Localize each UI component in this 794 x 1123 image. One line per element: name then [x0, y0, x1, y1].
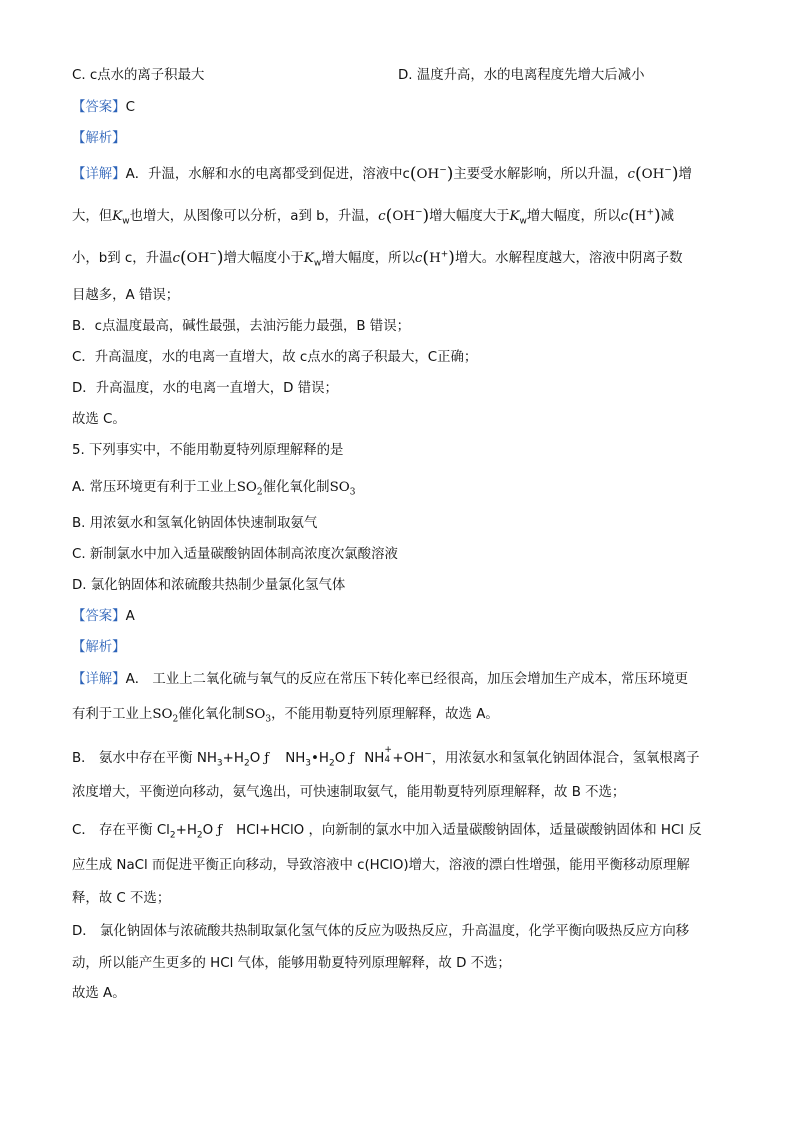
answer-value: C [125, 100, 135, 115]
q5-answer [72, 607, 135, 627]
q5-detail-d-line-1: D． 氯化钠固体与浓硫酸共热制取氯化氢气体的反应为吸热反应，升高温度，化学平衡向吸热反应方向移 [72, 924, 690, 939]
question4-option-d: D. 温度升高，水的电离程度先增大后减小 [398, 68, 645, 83]
q5-conclusion: 故选 A。 [72, 986, 126, 1001]
q5-option-d: D. 氯化钠固体和浓硫酸共热制少量氯化氢气体 [72, 578, 346, 593]
q5-option-a: A. 常压环境更有利于工业上$SO_2$催化氧化制$SO_3$ [72, 480, 356, 498]
q5-option-c: C. 新制氯水中加入适量碳酸钠固体制高浓度次氯酸溶液 [72, 547, 398, 562]
detail-tag: 【详解】 [72, 167, 126, 182]
q5-detail-d-line-2: 动，所以能产生更多的 HCl 气体，能够用勒夏特列原理解释，故 D 不选； [72, 956, 511, 971]
q5-detail-a-line-2: 有利于工业上$SO_2$催化氧化制$SO_3$，不能用勒夏特列原理解释，故选 A。 [72, 707, 499, 725]
answer-value: A [125, 609, 135, 624]
equilibrium-arrow-icon: ƒ [264, 751, 270, 766]
q4-conclusion: 故选 C。 [72, 412, 126, 427]
q5-detail-c-line-1: C． 存在平衡 $Cl_2+H_2O$ ƒ HCl+HClO ，向新制的氯水中加入适量碳酸钠固体，适量碳酸钠固体和 HCl 反 [72, 823, 702, 841]
equilibrium-arrow-icon: ƒ [217, 823, 223, 838]
q4-detail-d: D．升高温度，水的电离一直增大，D 错误； [72, 381, 338, 396]
q5-option-b: B. 用浓氨水和氢氧化钠固体快速制取氨气 [72, 516, 318, 531]
q4-detail-line-4: 目越多，A 错误； [72, 288, 180, 303]
q5-detail-b-line-1: B． 氨水中存在平衡 $NH_3+H_2O$ ƒ $NH_3•H_2O$ ƒ NH + 4 +OH−，用浓氨水和氢氧化钠固体混合，氢氧根离子 [72, 745, 700, 769]
answer-tag: 【答案】 [72, 609, 126, 624]
q4-detail-line-3: 小，b到 c，升温c(OH−)增大幅度小于$K_w$增大幅度，所以c(H+)增大。水解程度越大，溶液中阴离子数 [72, 248, 683, 269]
question4-option-c: C. c点水的离子积最大 [72, 68, 205, 83]
q4-answer [72, 98, 135, 118]
q5-detail-c-line-3: 释，故 C 不选； [72, 891, 171, 906]
q5-detail-a-line-1: 【详解】A． 工业上二氧化硫与氧气的反应在常压下转化率已经很高，加压会增加生产成本，常压环境更 [72, 672, 688, 687]
q4-detail-line-2: 大，但$K_w$也增大，从图像可以分析，a到 b，升温，c(OH−)增大幅度大于$K_w$增大幅度，所以c(H+)减 [72, 206, 675, 227]
q5-detail-b-line-2: 浓度增大，平衡逆向移动，氨气逸出，可快速制取氨气，能用勒夏特列原理解释，故 B 不选； [72, 785, 626, 800]
q5-detail-c-line-2: 应生成 NaCl 而促进平衡正向移动，导致溶液中 c(HClO)增大，溶液的漂白性增强，能用平衡移动原理解 [72, 858, 690, 873]
q4-detail-b: B．c点温度最高，碱性最强，去油污能力最强，B 错误； [72, 319, 410, 334]
q4-detail-line-1: 【详解】A．升温，水解和水的电离都受到促进，溶液中c(OH−)主要受水解影响，所以升温，c(OH−)增 [72, 164, 692, 184]
detail-tag: 【详解】 [72, 672, 126, 687]
answer-tag: 【答案】 [72, 100, 126, 115]
q4-analysis-tag: 【解析】 [72, 131, 126, 146]
q4-detail-c: C．升高温度，水的电离一直增大，故 c点水的离子积最大，C正确； [72, 350, 478, 365]
q5-stem: 5. 下列事实中，不能用勒夏特列原理解释的是 [72, 443, 344, 458]
q5-analysis-tag: 【解析】 [72, 640, 126, 655]
equilibrium-arrow-icon: ƒ [349, 751, 355, 766]
